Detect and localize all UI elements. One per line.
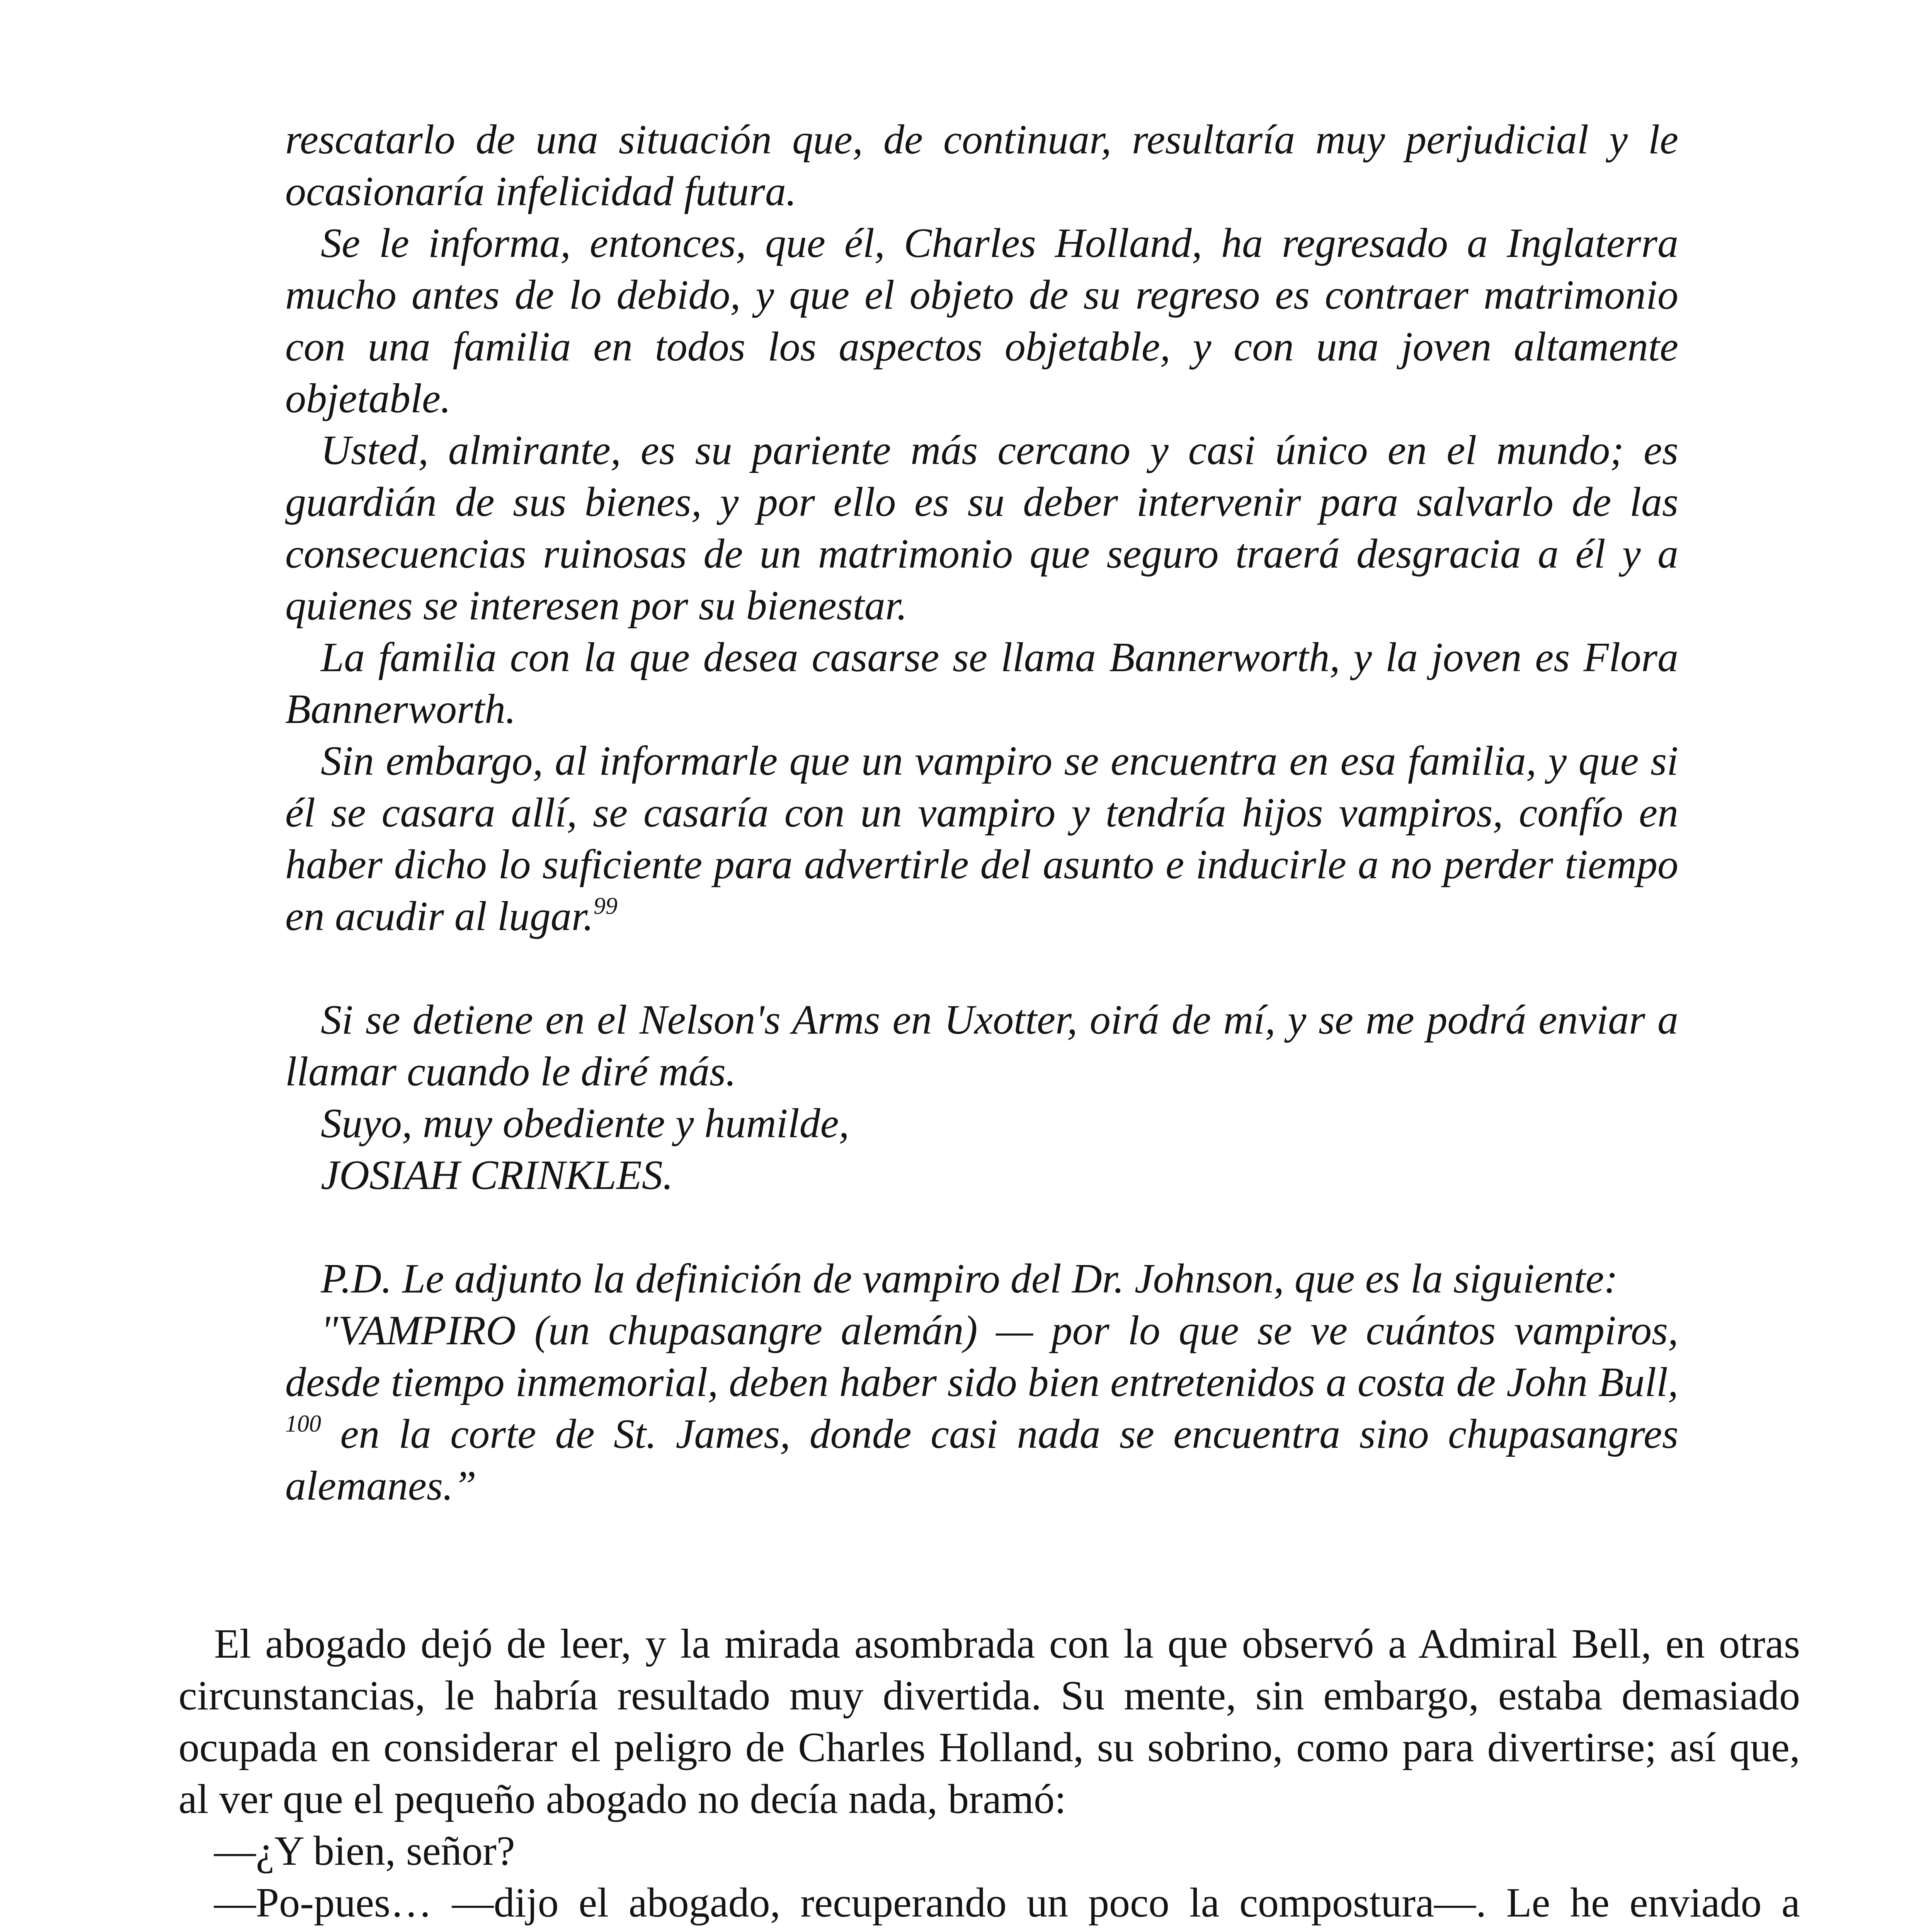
definition-text: en la corte de St. James, donde casi nada se encuentra sino chupasangres alemanes.” bbox=[285, 1411, 1678, 1509]
dialogue-line: —¿Y bien, señor? bbox=[214, 1828, 515, 1874]
body-paragraph: El abogado dejó de leer, y la mirada asombrada con la que observó a Admiral Bell, en otras circunstancias, le habría resultado muy divertida. Su mente, sin embargo, estaba demasiado ocupada en considerar el peligro de Charles Holland, su sobrino, como para divertirse; así que, al ver que el pequeño abogado no decía nada, bramó: bbox=[179, 1621, 1800, 1822]
definition-text: "VAMPIRO (un chupasangre alemán) — por lo que se ve cuántos vampiros, desde tiempo inmemorial, deben haber sido bien entretenidos a costa de John Bull, bbox=[285, 1308, 1678, 1405]
letter-paragraph: Se le informa, entonces, que él, Charles Holland, ha regresado a Inglaterra mucho antes de lo debido, y que el objeto de su regreso es contraer matrimonio con una familia en todos los aspectos objetable, y con una joven altamente objetable. bbox=[285, 220, 1678, 422]
letter-postscript: P.D. Le adjunto la definición de vampiro del Dr. Johnson, que es la siguiente: bbox=[321, 1256, 1618, 1302]
footnote-ref-100[interactable]: 100 bbox=[285, 1411, 321, 1437]
letter-paragraph: Si se detiene en el Nelson's Arms en Uxotter, oirá de mí, y se me podrá enviar a llamar cuando le diré más. bbox=[285, 997, 1678, 1095]
letter-paragraph: Usted, almirante, es su pariente más cercano y casi único en el mundo; es guardián de sus bienes, y por ello es su deber intervenir para salvarlo de las consecuencias ruinosas de un matrimonio que seguro traerá desgracia a él y a quienes se interesen por su bienestar. bbox=[285, 427, 1678, 629]
johnson-definition bbox=[285, 1305, 1678, 1512]
quoted-letter bbox=[285, 114, 1678, 1512]
letter-paragraph bbox=[285, 735, 1678, 942]
body-text bbox=[179, 1618, 1800, 1932]
letter-paragraph-text: Sin embargo, al informarle que un vampiro se encuentra en esa familia, y que si él se casara allí, se casaría con un vampiro y tendría hijos vampiros, confío en haber dicho lo suficiente para advertirle del asunto e inducirle a no perder tiempo en acudir al lugar. bbox=[285, 738, 1678, 939]
letter-paragraph: rescatarlo de una situación que, de continuar, resultaría muy perjudicial y le ocasionaría infelicidad futura. bbox=[285, 117, 1678, 214]
footnote-ref-99[interactable]: 99 bbox=[593, 893, 618, 919]
letter-closing: Suyo, muy obediente y humilde, bbox=[321, 1100, 849, 1146]
dialogue-line: —Po-pues… —dijo el abogado, recuperando un poco la compostura—. Le he enviado a bbox=[214, 1880, 1800, 1926]
letter-paragraph: La familia con la que desea casarse se llama Bannerworth, y la joven es Flora Bannerworth. bbox=[285, 634, 1678, 732]
letter-signature: JOSIAH CRINKLES. bbox=[321, 1152, 673, 1198]
